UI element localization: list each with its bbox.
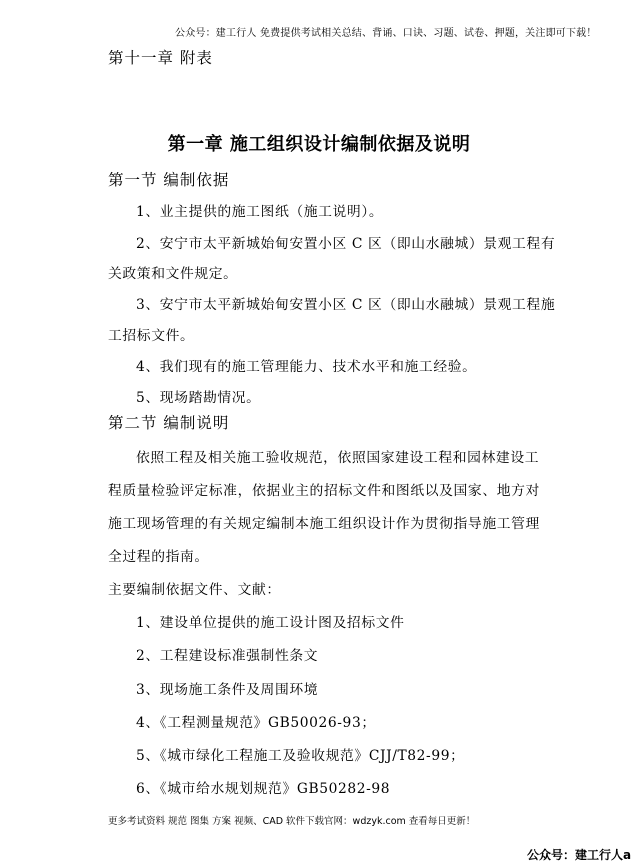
chapter-11-heading: 第十一章 附表 [108,49,213,67]
reference-item-5: 5、《城市绿化工程施工及验收规范》CJJ/T82-99； [136,748,465,764]
explanation-line-4: 全过程的指南。 [108,549,209,565]
basis-item-3-cont: 工招标文件。 [108,328,195,344]
chapter-1-title: 第一章 施工组织设计编制依据及说明 [167,134,471,155]
reference-item-1: 1、建设单位提供的施工设计图及招标文件 [136,615,405,631]
explanation-line-2: 程质量检验评定标准，依据业主的招标文件和图纸以及国家、地方对 [108,483,540,499]
basis-item-3: 3、安宁市太平新城始甸安置小区 C 区（即山水融城）景观工程施 [136,297,556,313]
reference-item-6: 6、《城市给水规划规范》GB50282-98 [136,781,391,797]
explanation-line-3: 施工现场管理的有关规定编制本施工组织设计作为贯彻指导施工管理 [108,516,540,532]
section-1-heading: 第一节 编制依据 [108,171,230,189]
basis-item-4: 4、我们现有的施工管理能力、技术水平和施工经验。 [136,359,477,375]
references-heading: 主要编制依据文件、文献： [108,582,281,598]
footer-note: 更多考试资料 规范 图集 方案 视频、CAD 软件下载官网：wdzyk.com 查看每日更新！ [108,816,476,827]
basis-item-1: 1、业主提供的施工图纸（施工说明）。 [136,204,384,220]
section-2-heading: 第二节 编制说明 [108,414,230,432]
explanation-line-1: 依照工程及相关施工验收规范，依照国家建设工程和园林建设工 [136,450,540,466]
reference-item-3: 3、现场施工条件及周围环境 [136,682,319,698]
basis-item-5: 5、现场踏勘情况。 [136,390,261,406]
watermark: 公众号：建工行人a [527,848,632,862]
basis-item-2: 2、安宁市太平新城始甸安置小区 C 区（即山水融城）景观工程有 [136,236,556,252]
basis-item-2-cont: 关政策和文件规定。 [108,266,238,282]
reference-item-4: 4、《工程测量规范》GB50026-93； [136,715,376,731]
header-note: 公众号：建工行人 免费提供考试相关总结、背诵、口诀、习题、试卷、押题，关注即可下载！ [175,28,597,39]
reference-item-2: 2、工程建设标准强制性条文 [136,648,319,664]
